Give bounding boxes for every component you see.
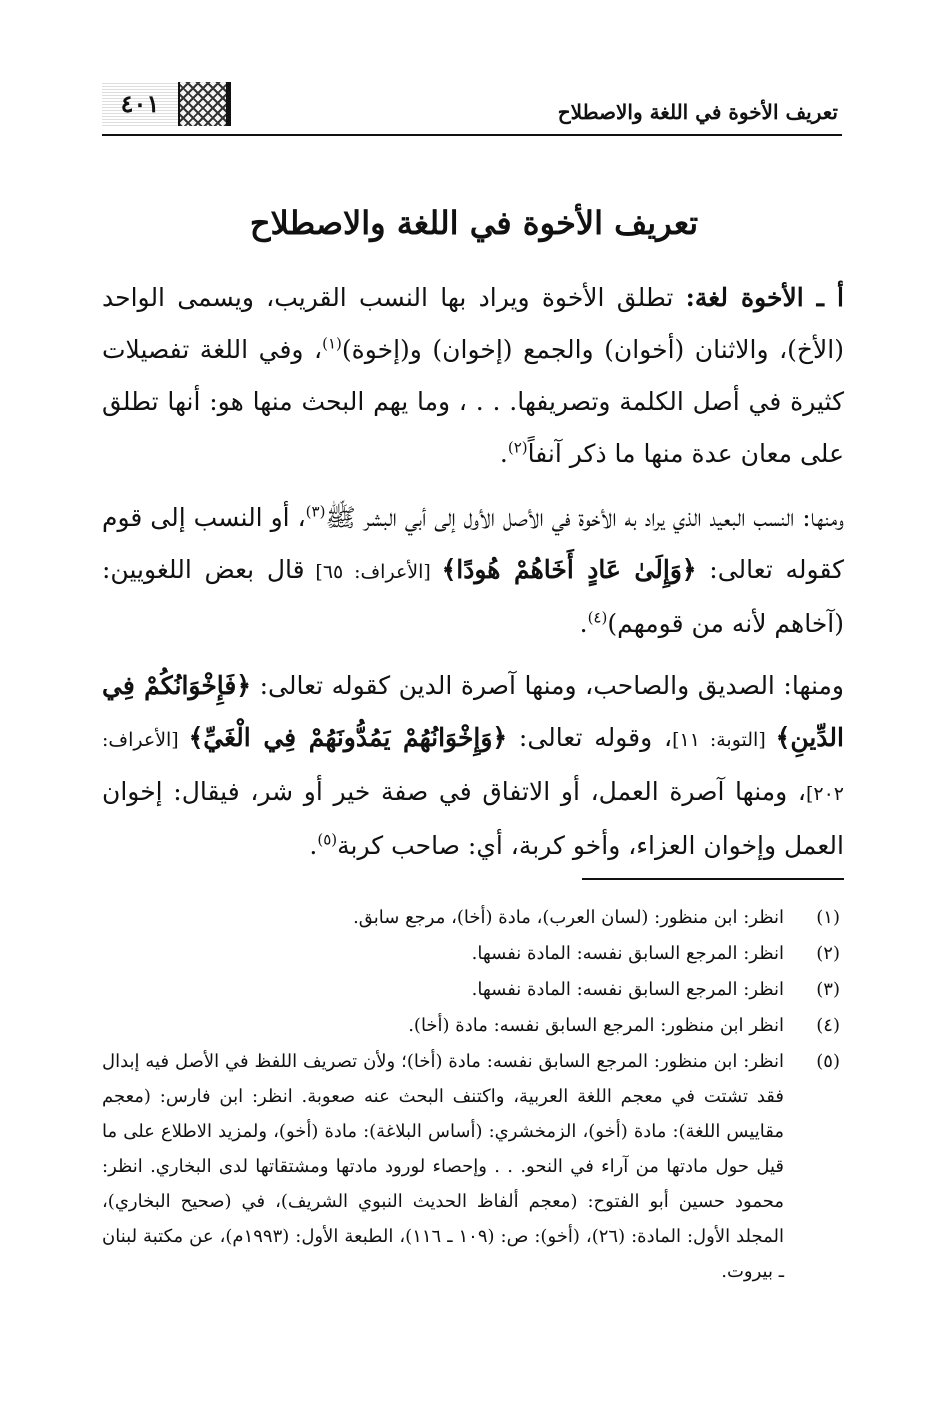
footnote-text: انظر: ابن منظور: المرجع السابق نفسه: مادة (أخا)؛ ولأن تصريف اللفظ في الأصل فيه إبدال فقد تشتت في معجم اللغة العربية، واكتنف البحث عنه صعوبة. انظر: ابن فارس: (معجم مقاييس اللغة): مادة (أخو)، الزمخشري: (أساس البلاغة): مادة (أخو)، ولمزيد الاطلاع على ما قيل حول مادتها من آراء في النحو. . . وإحصاء لورود مادتها ومشتقاتها لدى البخاري. انظر: محمود حسين أبو الفتوح: (معجم ألفاظ الحديث النبوي الشريف)، في (صحيح البخاري)، المجلد الأول: المادة: (٢٦)، (أخو): ص: (١٠٩ ـ ١١٦)، الطبعة الأول: (١٩٩٣م)، عن مكتبة لبنان ـ بيروت.: [102, 1051, 785, 1282]
paragraph-text: ومنها: النسب البعيد الذي يراد به الأخوة في الأصل الأول إلى أبي البشر ﷺ: [325, 503, 844, 532]
footnote-item: [102, 972, 844, 1007]
verse-citation: [التوبة: ١١]: [672, 729, 776, 751]
footnote-text: انظر: ابن منظور: (لسان العرب)، مادة (أخا)، مرجع سابق.: [353, 907, 784, 928]
footnote-ref[interactable]: (٤): [587, 608, 608, 627]
quran-verse: ﴿وَإِلَىٰ عَادٍ أَخَاهُمْ هُودًا﴾: [441, 555, 697, 584]
paragraph-text: ، أو النسب إلى قوم كقوله تعالى:: [102, 503, 844, 584]
paragraph-text: .: [499, 439, 508, 468]
footnote-text: انظر: المرجع السابق نفسه: المادة نفسها.: [471, 943, 784, 964]
footnote-ref[interactable]: (١): [322, 334, 342, 353]
paragraph-friendship-bond: [102, 660, 844, 872]
paragraph-text: .: [579, 609, 588, 638]
geometric-ornament-icon: [178, 82, 228, 126]
footnote-text: انظر ابن منظور: المرجع السابق نفسه: مادة (أخا).: [408, 1015, 784, 1036]
footnote-number: (٢): [816, 943, 840, 964]
paragraph-text: ، ومنها آصرة العمل، أو الاتفاق في صفة خير أو شر، فيقال: إخوان العمل وإخوان العزاء، وأخو كربة، أي: صاحب كربة: [102, 777, 844, 860]
paragraph-text: ومنها: الصديق والصاحب، ومنها آصرة الدين كقوله تعالى:: [251, 671, 844, 700]
paragraph-text: قال بعض اللغويين: (آخاهم لأنه من قومهم): [102, 555, 844, 638]
running-title: تعريف الأخوة في اللغة والاصطلاح: [557, 100, 838, 124]
footnote-ref[interactable]: (٢): [507, 438, 528, 457]
footnotes-list: [102, 900, 844, 1290]
paragraph-distant-lineage: [102, 492, 844, 650]
page-header: [102, 78, 842, 136]
paragraph-text: ، وقوله تعالى:: [507, 723, 673, 752]
quran-verse: ﴿فَإِخْوَانُكُمْ فِي الدِّينِ﴾: [102, 671, 844, 752]
footnote-item: [102, 1008, 844, 1043]
section-title: تعريف الأخوة في اللغة والاصطلاح: [249, 204, 699, 242]
footnote-text: انظر: المرجع السابق نفسه: المادة نفسها.: [471, 979, 784, 1000]
footnote-number: (٥): [816, 1051, 840, 1072]
footnote-divider: [582, 878, 844, 880]
footnote-ref[interactable]: (٣): [305, 502, 326, 521]
paragraph-text: تطلق الأخوة ويراد بها النسب القريب، ويسمى الواحد (الأخ)، والاثنان (أخوان) والجمع (إخوان) و(إخوة): [102, 283, 844, 364]
footnote-item: [102, 900, 844, 935]
verse-citation: [الأعراف: ٦٥]: [304, 561, 442, 583]
footnote-number: (٣): [816, 979, 840, 1000]
paragraph-text: .: [309, 831, 318, 860]
footnote-number: (٤): [816, 1015, 840, 1036]
footnote-item: [102, 1044, 844, 1289]
paragraph-linguistic-definition: [102, 272, 844, 480]
page-number: ٤٠١: [102, 82, 178, 126]
paragraph-lead: أ ـ الأخوة لغة:: [685, 283, 844, 312]
verse-citation: [الأعراف: ٢٠٢]: [102, 729, 844, 805]
paragraph-text: ، وفي اللغة تفصيلات كثيرة في أصل الكلمة وتصريفها. . . ، وما يهم البحث منها هو: أنها تطلق على معان عدة منها ما ذكر آنفاً: [102, 335, 844, 468]
page-number-box: [102, 82, 231, 126]
quran-verse: ﴿وَإِخْوَانُهُمْ يَمُدُّونَهُمْ فِي الْغَيِّ﴾: [188, 723, 508, 752]
footnote-item: [102, 936, 844, 971]
footnote-ref[interactable]: (٥): [317, 830, 338, 849]
footnote-number: (١): [816, 907, 840, 928]
